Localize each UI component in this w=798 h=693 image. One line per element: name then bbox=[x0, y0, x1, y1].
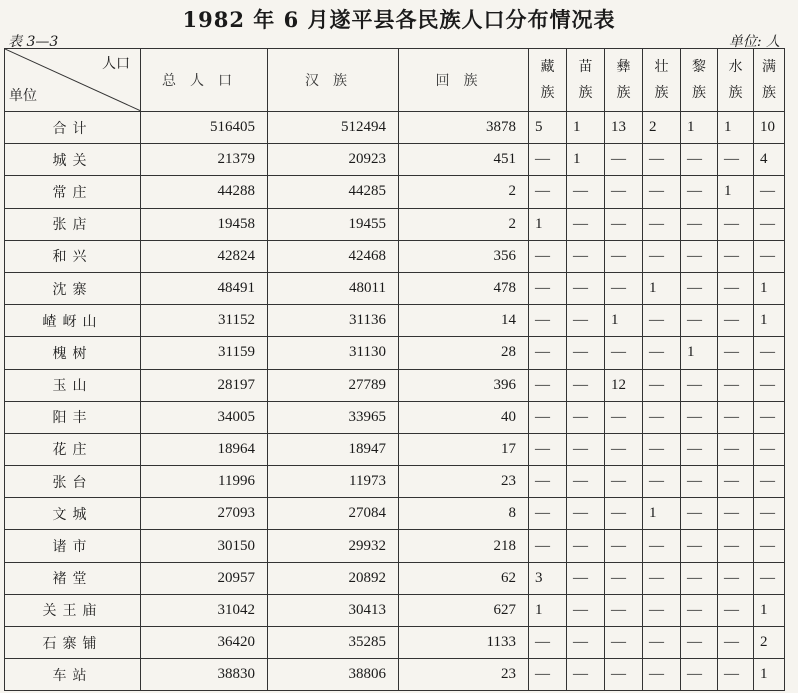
ethnic-cell: — bbox=[529, 369, 567, 401]
ethnic-cell: — bbox=[605, 176, 643, 208]
ethnic-cell: — bbox=[529, 627, 567, 659]
ethnic-cell: 1 bbox=[643, 498, 681, 530]
ethnic-cell: — bbox=[605, 433, 643, 465]
ethnic-cell: — bbox=[529, 272, 567, 304]
ethnic-cell: — bbox=[529, 659, 567, 691]
unit-name-cell: 城关 bbox=[5, 144, 141, 176]
unit-name-cell: 玉山 bbox=[5, 369, 141, 401]
han-cell: 18947 bbox=[268, 433, 399, 465]
header-ethnic bbox=[529, 49, 567, 112]
table-row bbox=[5, 305, 785, 337]
table-row bbox=[5, 337, 785, 369]
table-row bbox=[5, 530, 785, 562]
ethnic-cell: — bbox=[605, 498, 643, 530]
han-cell: 11973 bbox=[268, 466, 399, 498]
total-cell: 28197 bbox=[141, 369, 268, 401]
ethnic-char: 族 bbox=[728, 85, 743, 101]
ethnic-cell: — bbox=[529, 240, 567, 272]
ethnic-cell: — bbox=[643, 176, 681, 208]
ethnic-cell: — bbox=[718, 272, 754, 304]
total-cell: 36420 bbox=[141, 627, 268, 659]
corner-top-label: 人口 bbox=[102, 56, 130, 72]
total-cell: 42824 bbox=[141, 240, 268, 272]
hui-cell: 451 bbox=[399, 144, 529, 176]
unit-name-cell: 阳丰 bbox=[5, 401, 141, 433]
hui-cell: 1133 bbox=[399, 627, 529, 659]
ethnic-char: 满 bbox=[762, 59, 776, 75]
ethnic-cell: 1 bbox=[643, 272, 681, 304]
ethnic-cell: — bbox=[681, 530, 718, 562]
ethnic-cell: — bbox=[681, 433, 718, 465]
han-cell: 19455 bbox=[268, 208, 399, 240]
ethnic-cell: — bbox=[529, 176, 567, 208]
ethnic-cell: — bbox=[567, 272, 605, 304]
header-total: 总人口 bbox=[141, 49, 268, 112]
ethnic-cell: — bbox=[643, 401, 681, 433]
ethnic-cell: 1 bbox=[567, 112, 605, 144]
ethnic-char: 黎 bbox=[692, 59, 706, 75]
total-cell: 20957 bbox=[141, 562, 268, 594]
table-row bbox=[5, 240, 785, 272]
ethnic-cell: — bbox=[643, 562, 681, 594]
ethnic-cell: 12 bbox=[605, 369, 643, 401]
han-cell: 48011 bbox=[268, 272, 399, 304]
ethnic-cell: — bbox=[681, 401, 718, 433]
ethnic-cell: 1 bbox=[718, 176, 754, 208]
ethnic-char: 藏 bbox=[540, 59, 555, 75]
table-row bbox=[5, 369, 785, 401]
ethnic-cell: 1 bbox=[754, 272, 785, 304]
unit-name-cell: 槐树 bbox=[5, 337, 141, 369]
han-cell: 20923 bbox=[268, 144, 399, 176]
hui-cell: 3878 bbox=[399, 112, 529, 144]
ethnic-cell: — bbox=[681, 208, 718, 240]
ethnic-cell: — bbox=[567, 305, 605, 337]
ethnic-cell: — bbox=[605, 240, 643, 272]
ethnic-cell: 1 bbox=[681, 112, 718, 144]
unit-name-cell: 石寨铺 bbox=[5, 627, 141, 659]
ethnic-cell: — bbox=[718, 144, 754, 176]
ethnic-cell: — bbox=[567, 466, 605, 498]
unit-name-cell: 文城 bbox=[5, 498, 141, 530]
ethnic-cell: — bbox=[529, 530, 567, 562]
ethnic-cell: — bbox=[754, 498, 785, 530]
table-row bbox=[5, 401, 785, 433]
table-row bbox=[5, 272, 785, 304]
ethnic-cell: — bbox=[643, 594, 681, 626]
ethnic-cell: — bbox=[605, 337, 643, 369]
ethnic-cell: — bbox=[643, 337, 681, 369]
ethnic-cell: — bbox=[754, 401, 785, 433]
ethnic-cell: — bbox=[529, 305, 567, 337]
ethnic-cell: — bbox=[567, 530, 605, 562]
han-cell: 31130 bbox=[268, 337, 399, 369]
han-cell: 20892 bbox=[268, 562, 399, 594]
ethnic-cell: — bbox=[718, 562, 754, 594]
header-ethnic bbox=[718, 49, 754, 112]
ethnic-cell: — bbox=[754, 176, 785, 208]
ethnic-cell: — bbox=[605, 627, 643, 659]
ethnic-cell: — bbox=[718, 530, 754, 562]
hui-cell: 2 bbox=[399, 176, 529, 208]
total-cell: 21379 bbox=[141, 144, 268, 176]
ethnic-cell: — bbox=[754, 562, 785, 594]
population-table bbox=[4, 48, 785, 691]
total-cell: 11996 bbox=[141, 466, 268, 498]
unit-name-cell: 常庄 bbox=[5, 176, 141, 208]
ethnic-cell: 5 bbox=[529, 112, 567, 144]
han-cell: 29932 bbox=[268, 530, 399, 562]
header-ethnic bbox=[605, 49, 643, 112]
ethnic-cell: — bbox=[567, 627, 605, 659]
ethnic-cell: — bbox=[754, 466, 785, 498]
ethnic-cell: 10 bbox=[754, 112, 785, 144]
ethnic-cell: — bbox=[754, 337, 785, 369]
ethnic-cell: — bbox=[567, 369, 605, 401]
ethnic-cell: — bbox=[567, 401, 605, 433]
ethnic-char: 族 bbox=[692, 85, 706, 101]
hui-cell: 8 bbox=[399, 498, 529, 530]
header-ethnic bbox=[754, 49, 785, 112]
ethnic-cell: — bbox=[718, 433, 754, 465]
ethnic-cell: — bbox=[567, 208, 605, 240]
table-row bbox=[5, 144, 785, 176]
table-row bbox=[5, 433, 785, 465]
han-cell: 35285 bbox=[268, 627, 399, 659]
table-row bbox=[5, 498, 785, 530]
ethnic-cell: — bbox=[718, 627, 754, 659]
ethnic-cell: — bbox=[605, 562, 643, 594]
han-cell: 42468 bbox=[268, 240, 399, 272]
ethnic-char: 族 bbox=[578, 85, 593, 101]
unit-name-cell: 张店 bbox=[5, 208, 141, 240]
ethnic-cell: — bbox=[529, 498, 567, 530]
ethnic-cell: — bbox=[718, 337, 754, 369]
ethnic-char: 彝 bbox=[616, 59, 631, 75]
hui-cell: 2 bbox=[399, 208, 529, 240]
ethnic-cell: 2 bbox=[643, 112, 681, 144]
ethnic-cell: — bbox=[605, 208, 643, 240]
ethnic-cell: 1 bbox=[681, 337, 718, 369]
ethnic-cell: — bbox=[718, 208, 754, 240]
ethnic-cell: — bbox=[605, 594, 643, 626]
table-row bbox=[5, 466, 785, 498]
unit-name-cell: 合计 bbox=[5, 112, 141, 144]
hui-cell: 396 bbox=[399, 369, 529, 401]
ethnic-cell: — bbox=[718, 240, 754, 272]
ethnic-cell: — bbox=[643, 305, 681, 337]
table-row bbox=[5, 176, 785, 208]
ethnic-cell: 1 bbox=[529, 208, 567, 240]
unit-name-cell: 和兴 bbox=[5, 240, 141, 272]
ethnic-cell: — bbox=[681, 627, 718, 659]
ethnic-cell: — bbox=[681, 498, 718, 530]
ethnic-cell: — bbox=[681, 305, 718, 337]
total-cell: 19458 bbox=[141, 208, 268, 240]
ethnic-char: 苗 bbox=[578, 59, 593, 75]
ethnic-cell: — bbox=[643, 530, 681, 562]
ethnic-cell: — bbox=[567, 176, 605, 208]
header-han: 汉族 bbox=[268, 49, 399, 112]
ethnic-cell: — bbox=[643, 627, 681, 659]
han-cell: 27789 bbox=[268, 369, 399, 401]
ethnic-cell: — bbox=[718, 594, 754, 626]
table-row bbox=[5, 208, 785, 240]
hui-cell: 40 bbox=[399, 401, 529, 433]
total-cell: 18964 bbox=[141, 433, 268, 465]
han-cell: 31136 bbox=[268, 305, 399, 337]
ethnic-cell: — bbox=[718, 659, 754, 691]
han-cell: 33965 bbox=[268, 401, 399, 433]
ethnic-cell: — bbox=[567, 594, 605, 626]
han-cell: 27084 bbox=[268, 498, 399, 530]
ethnic-cell: 3 bbox=[529, 562, 567, 594]
ethnic-char: 族 bbox=[616, 85, 631, 101]
header-ethnic bbox=[681, 49, 718, 112]
ethnic-cell: — bbox=[754, 208, 785, 240]
ethnic-cell: — bbox=[718, 498, 754, 530]
ethnic-cell: — bbox=[643, 466, 681, 498]
ethnic-cell: — bbox=[567, 498, 605, 530]
ethnic-cell: 1 bbox=[754, 659, 785, 691]
header-hui: 回族 bbox=[399, 49, 529, 112]
ethnic-cell: 1 bbox=[529, 594, 567, 626]
hui-cell: 23 bbox=[399, 466, 529, 498]
ethnic-cell: — bbox=[529, 466, 567, 498]
table-row bbox=[5, 627, 785, 659]
ethnic-cell: — bbox=[567, 240, 605, 272]
ethnic-cell: — bbox=[681, 594, 718, 626]
unit-label: 单位: 人 bbox=[728, 34, 780, 50]
ethnic-cell: — bbox=[681, 562, 718, 594]
unit-name-cell: 嵖岈山 bbox=[5, 305, 141, 337]
table-number: 表 3—3 bbox=[8, 34, 59, 50]
table-row bbox=[5, 562, 785, 594]
corner-header bbox=[5, 49, 141, 112]
ethnic-char: 族 bbox=[540, 85, 555, 101]
ethnic-cell: — bbox=[681, 659, 718, 691]
hui-cell: 17 bbox=[399, 433, 529, 465]
ethnic-cell: — bbox=[567, 659, 605, 691]
ethnic-cell: — bbox=[529, 433, 567, 465]
ethnic-cell: — bbox=[681, 176, 718, 208]
ethnic-cell: 1 bbox=[718, 112, 754, 144]
ethnic-cell: 1 bbox=[605, 305, 643, 337]
hui-cell: 218 bbox=[399, 530, 529, 562]
header-ethnic bbox=[567, 49, 605, 112]
table-body bbox=[5, 112, 785, 691]
ethnic-cell: — bbox=[718, 466, 754, 498]
unit-name-cell: 诸市 bbox=[5, 530, 141, 562]
unit-name-cell: 沈寨 bbox=[5, 272, 141, 304]
ethnic-cell: 1 bbox=[567, 144, 605, 176]
ethnic-cell: — bbox=[643, 659, 681, 691]
ethnic-cell: — bbox=[718, 401, 754, 433]
table-row bbox=[5, 659, 785, 691]
total-cell: 516405 bbox=[141, 112, 268, 144]
hui-cell: 28 bbox=[399, 337, 529, 369]
ethnic-cell: — bbox=[681, 272, 718, 304]
page-title: 1982 年 6 月遂平县各民族人口分布情况表 bbox=[182, 7, 616, 32]
ethnic-cell: — bbox=[754, 240, 785, 272]
ethnic-cell: — bbox=[567, 337, 605, 369]
total-cell: 34005 bbox=[141, 401, 268, 433]
unit-name-cell: 关王庙 bbox=[5, 594, 141, 626]
ethnic-cell: — bbox=[643, 433, 681, 465]
ethnic-cell: — bbox=[529, 337, 567, 369]
header-row bbox=[5, 49, 785, 112]
ethnic-cell: — bbox=[605, 466, 643, 498]
unit-name-cell: 张台 bbox=[5, 466, 141, 498]
han-cell: 30413 bbox=[268, 594, 399, 626]
ethnic-cell: — bbox=[605, 530, 643, 562]
han-cell: 512494 bbox=[268, 112, 399, 144]
ethnic-cell: — bbox=[718, 305, 754, 337]
ethnic-cell: — bbox=[605, 401, 643, 433]
ethnic-cell: — bbox=[567, 433, 605, 465]
ethnic-cell: — bbox=[643, 369, 681, 401]
hui-cell: 14 bbox=[399, 305, 529, 337]
hui-cell: 627 bbox=[399, 594, 529, 626]
ethnic-cell: — bbox=[681, 466, 718, 498]
ethnic-cell: — bbox=[605, 144, 643, 176]
unit-name-cell: 褚堂 bbox=[5, 562, 141, 594]
ethnic-cell: — bbox=[718, 369, 754, 401]
ethnic-cell: — bbox=[643, 208, 681, 240]
total-cell: 30150 bbox=[141, 530, 268, 562]
ethnic-cell: 1 bbox=[754, 594, 785, 626]
ethnic-cell: — bbox=[643, 144, 681, 176]
hui-cell: 356 bbox=[399, 240, 529, 272]
total-cell: 38830 bbox=[141, 659, 268, 691]
ethnic-char: 族 bbox=[762, 85, 776, 101]
total-cell: 31042 bbox=[141, 594, 268, 626]
ethnic-cell: — bbox=[754, 369, 785, 401]
ethnic-cell: 1 bbox=[754, 305, 785, 337]
ethnic-cell: 4 bbox=[754, 144, 785, 176]
total-cell: 31152 bbox=[141, 305, 268, 337]
ethnic-char: 水 bbox=[728, 59, 743, 75]
hui-cell: 23 bbox=[399, 659, 529, 691]
han-cell: 38806 bbox=[268, 659, 399, 691]
ethnic-cell: — bbox=[605, 272, 643, 304]
total-cell: 31159 bbox=[141, 337, 268, 369]
unit-name-cell: 车站 bbox=[5, 659, 141, 691]
ethnic-cell: — bbox=[754, 530, 785, 562]
ethnic-cell: — bbox=[529, 144, 567, 176]
table-row bbox=[5, 594, 785, 626]
ethnic-cell: 2 bbox=[754, 627, 785, 659]
corner-bottom-label: 单位 bbox=[9, 88, 37, 104]
ethnic-cell: — bbox=[681, 144, 718, 176]
ethnic-cell: — bbox=[643, 240, 681, 272]
ethnic-cell: — bbox=[754, 433, 785, 465]
ethnic-cell: — bbox=[567, 562, 605, 594]
unit-name-cell: 花庄 bbox=[5, 433, 141, 465]
table-row bbox=[5, 112, 785, 144]
ethnic-cell: — bbox=[681, 240, 718, 272]
ethnic-cell: — bbox=[605, 659, 643, 691]
ethnic-cell: 13 bbox=[605, 112, 643, 144]
ethnic-char: 壮 bbox=[654, 59, 669, 75]
ethnic-cell: — bbox=[529, 401, 567, 433]
total-cell: 48491 bbox=[141, 272, 268, 304]
total-cell: 27093 bbox=[141, 498, 268, 530]
hui-cell: 62 bbox=[399, 562, 529, 594]
hui-cell: 478 bbox=[399, 272, 529, 304]
ethnic-char: 族 bbox=[654, 85, 669, 101]
total-cell: 44288 bbox=[141, 176, 268, 208]
ethnic-cell: — bbox=[681, 369, 718, 401]
han-cell: 44285 bbox=[268, 176, 399, 208]
header-ethnic bbox=[643, 49, 681, 112]
